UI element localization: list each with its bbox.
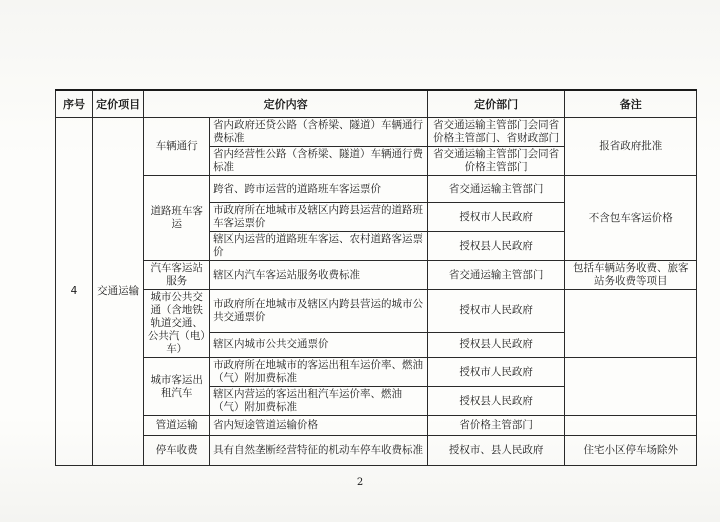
pricing-table [55, 89, 697, 466]
row-note: 住宅小区停车场除外 [565, 436, 697, 466]
row-dept: 省交通运输主管部门会同省价格主管部门 [427, 147, 565, 176]
row-content: 市政府所在地城市及辖区内跨县营运的城市公共交通票价 [210, 290, 428, 333]
subgroup-name: 城市客运出租汽车 [144, 358, 210, 416]
row-note: 包括车辆站务收费、旅客站务收费等项目 [565, 261, 697, 290]
subgroup-name: 车辆通行 [144, 118, 210, 176]
row-dept: 授权县人民政府 [427, 387, 565, 416]
table-row [56, 436, 697, 466]
row-content: 辖区内城市公共交通票价 [210, 332, 428, 358]
row-dept: 授权县人民政府 [427, 332, 565, 358]
subgroup-name: 管道运输 [144, 416, 210, 436]
row-dept: 授权市、县人民政府 [427, 436, 565, 466]
header-note: 备注 [565, 90, 697, 118]
table-row [56, 118, 697, 147]
subgroup-name: 汽车客运站服务 [144, 261, 210, 290]
row-dept: 省交通运输主管部门 [427, 261, 565, 290]
row-content: 辖区内运营的道路班车客运、农村道路客运票价 [210, 232, 428, 261]
row-dept: 省价格主管部门 [427, 416, 565, 436]
row-content: 市政府所在地城市及辖区内跨县运营的道路班车客运票价 [210, 203, 428, 232]
subgroup-name: 道路班车客运 [144, 176, 210, 261]
row-dept: 授权市人民政府 [427, 358, 565, 387]
row-content: 具有自然垄断经营特征的机动车停车收费标准 [210, 436, 428, 466]
header-content: 定价内容 [144, 90, 428, 118]
row-content: 省内经营性公路（含桥梁、隧道）车辆通行费标准 [210, 147, 428, 176]
header-dept: 定价部门 [427, 90, 565, 118]
row-content: 省内政府还贷公路（含桥梁、隧道）车辆通行费标准 [210, 118, 428, 147]
table-row [56, 176, 697, 203]
table-header-row [56, 90, 697, 118]
subgroup-name: 城市公共交通（含地铁轨道交通、公共汽（电）车） [144, 290, 210, 358]
header-seq: 序号 [56, 90, 93, 118]
row-note [565, 416, 697, 436]
row-note: 不含包车客运价格 [565, 176, 697, 261]
table-row [56, 416, 697, 436]
row-content: 市政府所在地城市的客运出租车运价率、燃油（气）附加费标准 [210, 358, 428, 387]
row-note [565, 358, 697, 416]
header-item: 定价项目 [92, 90, 143, 118]
row-dept: 授权市人民政府 [427, 290, 565, 333]
table-row [56, 261, 697, 290]
row-note [565, 290, 697, 358]
row-dept: 省交通运输主管部门 [427, 176, 565, 203]
row-content: 辖区内营运的客运出租汽车运价率、燃油（气）附加费标准 [210, 387, 428, 416]
group-item: 交通运输 [92, 118, 143, 466]
page-number: 2 [356, 477, 364, 488]
subgroup-name: 停车收费 [144, 436, 210, 466]
row-content: 辖区内汽车客运站服务收费标准 [210, 261, 428, 290]
row-content: 省内短途管道运输价格 [210, 416, 428, 436]
row-content: 跨省、跨市运营的道路班车客运票价 [210, 176, 428, 203]
row-dept: 授权县人民政府 [427, 232, 565, 261]
row-note: 报省政府批准 [565, 118, 697, 176]
row-dept: 省交通运输主管部门会同省价格主管部门、省财政部门 [427, 118, 565, 147]
table-row [56, 290, 697, 333]
table-row [56, 358, 697, 387]
row-dept: 授权市人民政府 [427, 203, 565, 232]
group-seq: 4 [56, 118, 93, 466]
